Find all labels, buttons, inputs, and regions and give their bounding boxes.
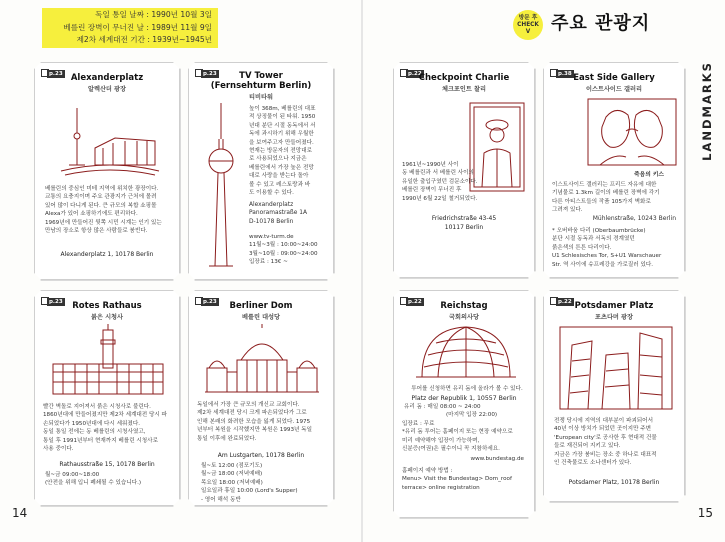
card-extra: * 오버바움 다리 (Oberbaumbrücke) 분단 시절 동독과 서독의 경계였던 붉은색의 튼튼 다리이다. U1 Schlesisches Tor, S+U1 Warschauer Str. 역 사이에 슈프레강을 가로질러 있다. <box>552 228 662 268</box>
tv-tower-sketch <box>197 101 245 271</box>
page-ref-tag: p.38 <box>550 69 574 79</box>
potsdamer-platz-sketch <box>558 325 674 411</box>
card-address: Platz der Republik 1, 10557 Berlin <box>411 395 517 402</box>
reichstag-dome-sketch <box>414 323 518 381</box>
card-title-line2: (Fernsehturm Berlin) <box>210 81 312 91</box>
website-link[interactable]: www.bundestag.de <box>470 456 524 462</box>
card-info: 월~금 09:00~18:00 (안전을 위해 입니 폐쇄될 수 있습니다.) <box>45 472 142 487</box>
card-reichstag <box>393 290 535 518</box>
section-title: 주요 관광지 <box>551 13 651 34</box>
card-tv-tower <box>188 62 334 280</box>
card-subtitle: 베를린 대성당 <box>241 314 281 321</box>
card-address: Mühlenstraße, 10243 Berlin <box>592 215 676 222</box>
card-info: 유리 돔 : 매일 08:00 ~ 24:00 (마지막 입장 22:00) 입장료 : 무료 *유리 돔 투어는 홈페이지 또는 현장 예약으로 미리 예약해야 입장이 가능하며, 신분증(여권)은 필수이니 꼭 지참하세요. <box>402 404 513 453</box>
card-title: Checkpoint Charlie <box>418 73 510 83</box>
card-berliner-dom <box>188 290 334 506</box>
card-alexanderplatz <box>34 62 180 280</box>
card-description: 빨간 벽돌로 지어져서 붉은 시청사로 불린다. 1860년대에 만들어졌지만 제2차 세계대전 당시 파 손되었다가 1950년대에 다시 세워졌다. 동일 통일 전에는 동 베를린의 시청사였고, 통일 후 1991년부터 현재까지 베를린 시청사로 사용 중이다. <box>43 404 167 453</box>
page-ref-tag: p.23 <box>41 297 65 307</box>
rotes-rathaus-sketch <box>49 324 167 399</box>
card-rotes-rathaus <box>34 290 180 506</box>
website-link[interactable]: www.tv-turm.de <box>249 234 294 240</box>
page-ref-tag: p.23 <box>41 69 65 79</box>
card-address: Potsdamer Platz, 10178 Berlin <box>568 479 660 486</box>
card-description: 투어를 신청하면 유리 돔에 올라가 볼 수 있다. <box>411 386 523 392</box>
card-subtitle: 체크포인트 찰리 <box>442 86 486 93</box>
card-title: East Side Gallery <box>573 73 655 83</box>
page-ref-tag: p.22 <box>400 69 424 79</box>
card-description: 베를린의 중심인 미테 지역에 위치한 광장이다. 교통의 요충지이며 주요 관광지가 근처에 몰려 있어 많이 다니게 된다. 큰 규모의 복합 쇼핑몰 Alexa가 있어 쇼핑하기에도 편리하다. 1969년에 만들어진 뒷쪽 시민 시계는 인기 있는 만남의 장소로 항상 많은 사람들로 붐빈다. <box>45 186 162 235</box>
card-subtitle: 알렉산더 광장 <box>87 86 127 93</box>
page-number-right: 15 <box>697 506 713 520</box>
card-address: Friedrichstraße 43-45 <box>431 215 497 222</box>
card-subtitle: 포츠다머 광장 <box>594 314 634 321</box>
card-subtitle: 붉은 시청사 <box>90 314 124 321</box>
page-ref-tag: p.22 <box>550 297 574 307</box>
card-title: Reichstag <box>440 301 488 311</box>
card-info: www.tv-turm.de 11월~3월 : 10:00~24:00 3월~10월 : 09:00~24:00 입장료 : 13€ ~ <box>249 233 333 267</box>
card-address: Am Lustgarten, 10178 Berlin <box>217 452 305 459</box>
right-page <box>363 0 725 542</box>
card-description: 1961년~1990년 사이 동 베를린과 서 베를린 사이의 유일한 출입구였던 검문소이다. 베를린 장벽이 무너진 후 1990년 6월 22일 철거되었다. <box>402 162 478 202</box>
card-title: Alexanderplatz <box>70 73 144 83</box>
side-label: LANDMARKS <box>700 61 714 161</box>
card-potsdamer-platz <box>543 290 685 502</box>
card-address: Alexanderplatz 1, 10178 Berlin <box>60 251 154 258</box>
booking-instructions: 홈페이지 예약 방법 : Menu> Visit the Bundestag> Dom_roof terrace> online registration <box>402 468 512 491</box>
fact-ww2: 제2차 세계대전 기간 : 1939년~1945년 <box>76 35 212 44</box>
card-description: 이스트사이드 갤러리는 프리드 자유에 대한 기념물로 1.3km 길이의 베를린 장벽에 각기 다른 아티스트들의 작품 105가지 벽화로 그려져 있다. <box>552 182 660 214</box>
check-badge: 방문 후 CHECK V <box>513 10 543 40</box>
berliner-dom-sketch <box>201 324 323 396</box>
card-checkpoint-charlie <box>393 62 535 278</box>
card-info: 월~토 12:00 (점포기도) 월~금 18:00 (저녁예배) 목요일 18:00 (저녁예배) 일요일과 휴일 10:00 (Lord's Supper) - 영어 해석 동반 <box>201 463 298 503</box>
card-subtitle: 국회의사당 <box>449 314 479 321</box>
image-caption: 죽음의 키스 <box>634 172 665 178</box>
card-subtitle: 티비타워 <box>249 94 273 101</box>
card-address: Alexanderplatz Panoramastraße 1A D-10178 Berlin <box>249 202 308 225</box>
card-description: 높이 368m, 베를린의 대표 적 상징물이 된 타워. 1950 년대 분단 시절 동독에서 서 독에 과시하기 위해 우월한 을 보여주고자 만들어졌다. 현재는 방문자의 전망대로 로 사용되었으나 지금은 베를린에서 가장 높은 전망 대로 사랑을 받는다 돌아 볼 수 있고 레스토랑과 바 도 이용할 수 있다. <box>249 106 316 197</box>
card-address: Rathausstraße 15, 10178 Berlin <box>59 461 155 468</box>
alexanderplatz-sketch <box>55 103 165 178</box>
card-title: Berliner Dom <box>229 301 293 311</box>
page-ref-tag: p.22 <box>400 297 424 307</box>
card-title: Rotes Rathaus <box>72 301 142 311</box>
east-side-gallery-sketch <box>586 97 678 167</box>
facts-highlight-box <box>42 8 218 48</box>
card-title: Potsdamer Platz <box>574 301 654 311</box>
fact-unification: 독일 통일 날짜 : 1990년 10월 3일 <box>95 10 212 19</box>
card-address-line2: 10117 Berlin <box>444 224 484 231</box>
page-ref-tag: p.23 <box>195 69 219 79</box>
card-subtitle: 이스트사이드 갤러리 <box>586 86 642 93</box>
card-title: TV Tower <box>239 71 283 81</box>
left-page <box>0 0 362 542</box>
fact-wall-fall: 베를린 장벽이 무너진 날 : 1989년 11월 9일 <box>63 22 212 32</box>
card-east-side-gallery <box>543 62 685 278</box>
page-number-left: 14 <box>12 506 28 520</box>
card-description: 전쟁 당시에 지역의 대부분이 파괴되어서 40년 이상 방치가 되었던 곳이지만 주변 'European city'로 공사한 후 현대적 건물 들로 재건되어 지키고 있다. 지금은 가장 붐비는 장소 중 하나로 대표적 인 건축물로도 소나센터가 있다. <box>554 418 657 467</box>
card-description: 독일에서 가장 큰 규모의 개신교 교회이다. 제2차 세계대전 당시 크게 파손되었다가 그로 인해 본래의 화려한 모습을 잃게 되었다. 1975 년부터 복원을 시작했지만 복원은 1993년 독일 통일 이후에 완료되었다. <box>197 402 312 442</box>
page-ref-tag: p.23 <box>195 297 219 307</box>
